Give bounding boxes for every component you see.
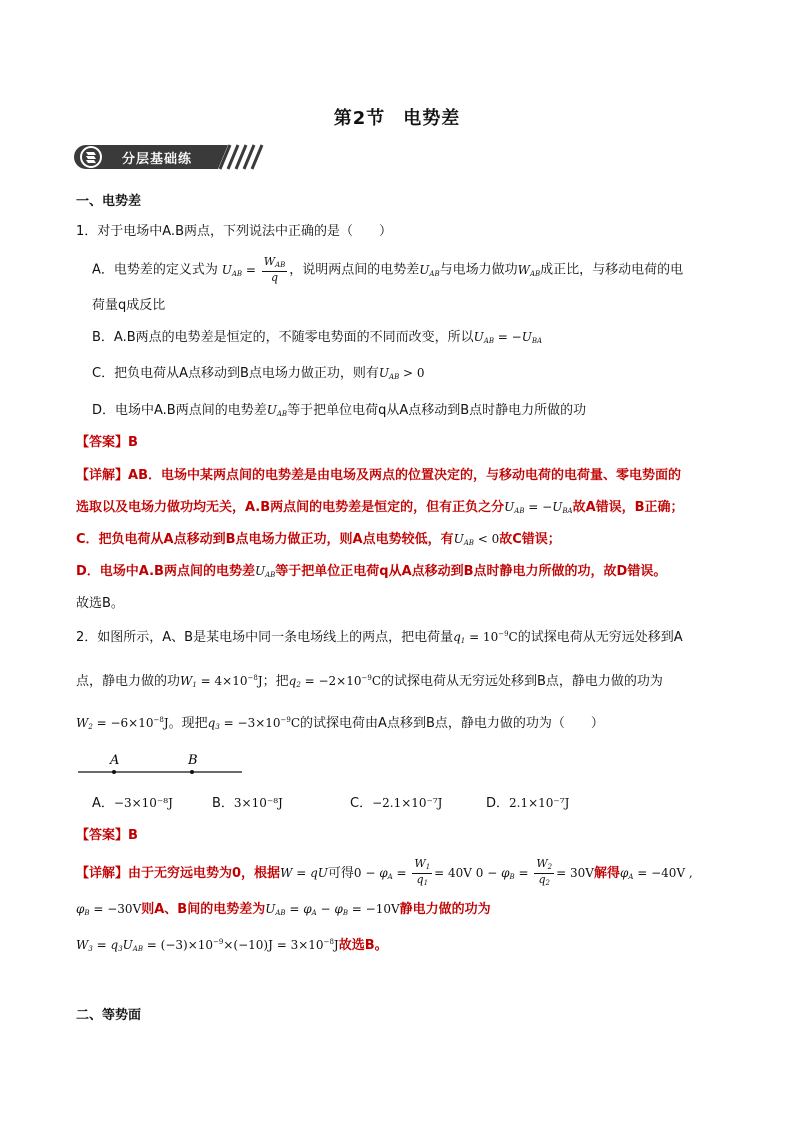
q1-option-c: C．把负电荷从A点移动到B点电场力做正功，则有$U_{AB} > 0$ [92, 366, 425, 381]
field-line-figure [76, 748, 246, 782]
section-heading-1: 一、电势差 [76, 194, 142, 209]
q1-detail-line5: 故选B。 [76, 596, 124, 611]
section-number: 第2节 [333, 108, 386, 129]
q2-stem-line2: 点，静电力做的功$W_1 = 4\times 10^{-8}J$；把$q_2 = -2\times 10^{-9}C$的试探电荷从无穷远处移到B点，静电力做的功为 [76, 674, 663, 689]
q1-detail-line1: 【详解】AB．电场中某两点间的电势差是由电场及两点的位置决定的，与移动电荷的电荷量、零电势面的 [76, 468, 681, 483]
q1-detail-line4: D．电场中A.B两点间的电势差$U_{AB}$等于把单位正电荷q从A点移动到B点时静电力所做的功，故D错误。 [76, 564, 667, 579]
q2-choice-d[interactable]: D．2.1×10⁻⁷J [486, 796, 570, 811]
layers-icon [77, 143, 105, 171]
q1-option-d: D．电场中A.B两点间的电势差$U_{AB}$等于把单位电荷q从A点移动到B点时静电力所做的功 [92, 403, 587, 418]
banner-label: 分层基础练 [122, 152, 193, 167]
q2-stem-line1: 2．如图所示，A、B是某电场中同一条电场线上的两点，把电荷量$q_1 = 10^{-9}C$的试探电荷从无穷远处移到A [76, 630, 683, 645]
page-title [0, 104, 794, 130]
q1-stem: 1．对于电场中A.B两点，下列说法中正确的是（ ） [76, 224, 392, 239]
q1-answer: 【答案】B [76, 435, 138, 450]
q2-choice-a[interactable]: A．−3×10⁻⁸J [92, 796, 173, 811]
q1-detail-line2: 选取以及电场力做功均无关，A.B两点间的电势差是恒定的，但有正负之分$U_{AB} = -U_{BA}$故A错误，B正确； [76, 500, 684, 515]
q1-option-a-line2: 荷量q成反比 [92, 298, 166, 313]
q2-choice-c[interactable]: C．−2.1×10⁻⁷J [350, 796, 443, 811]
q2-detail-line3: $W_3 = q_3U_{AB} = (-3)\times 10^{-9}\times(-10)J = 3\times 10^{-8}J$故选B。 [76, 938, 388, 953]
q2-detail-line2: $\varphi_B = -30V$则A、B间的电势差为$U_{AB} = \varphi_A - \varphi_B = -10V$静电力做的功为 [76, 902, 491, 917]
q2-choice-b[interactable]: B．3×10⁻⁸J [212, 796, 283, 811]
q1-option-b: B．A.B两点的电势差是恒定的，不随零电势面的不同而改变，所以$U_{AB} = -U_{BA}$ [92, 330, 543, 345]
point-a-label: A [110, 753, 120, 768]
q1-option-a-line1: A．电势差的定义式为 $U_{AB}$ = $\frac{W_{AB}}{q}$ ，说明两点间的电势差$U_{AB}$与电场力做功$W_{AB}$成正比，与移动电荷的电 [92, 255, 684, 284]
section-heading-2: 二、等势面 [76, 1008, 142, 1023]
point-b-label: B [188, 753, 198, 768]
q2-answer: 【答案】B [76, 828, 138, 843]
section-name: 电势差 [403, 108, 461, 129]
q2-stem-line3: $W_2 = -6\times 10^{-8}J$。现把$q_3 = -3\times 10^{-9}C$的试探电荷由A点移到B点，静电力做的功为（ ） [76, 716, 604, 731]
q2-detail-line1: 【详解】由于无穷远电势为0，根据W = qU可得$0 - \varphi_A$ = $\frac{W_1}{q_1}$ = 40V $0 - \varphi_B$ = $\frac{W_2}{q_2}$ = 30V解得$\varphi_A = -40V$ , [76, 857, 693, 887]
q1-detail-line3: C．把负电荷从A点移动到B点电场力做正功，则A点电势较低，有$U_{AB} < 0$故C错误； [76, 532, 561, 547]
